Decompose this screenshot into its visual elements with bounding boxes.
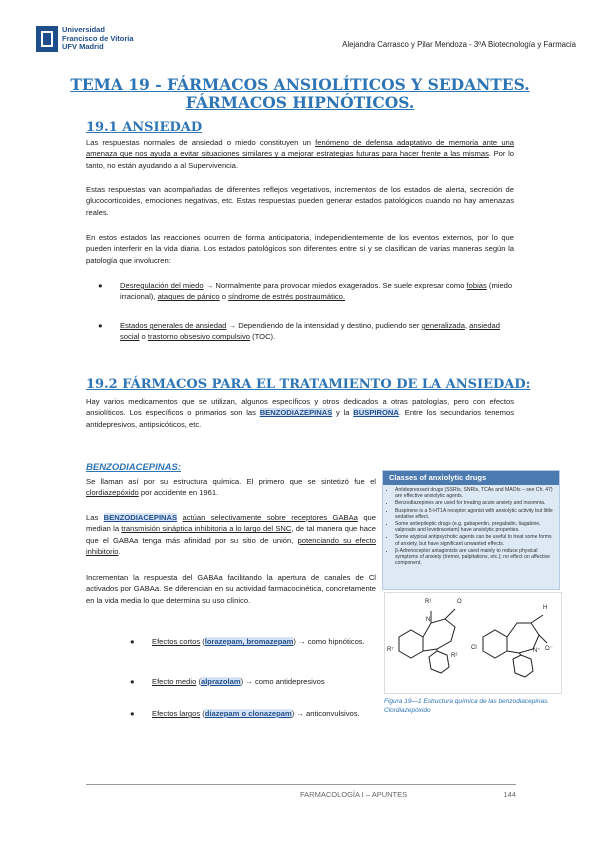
list-item — [98, 280, 514, 303]
highlight: BUSPIRONA — [353, 408, 399, 418]
text: ) → como hipnóticos. — [293, 637, 365, 646]
figure-caption: Figura 19—1 Estructura química de las benzodiacepinas. Clordiazepóxido — [384, 698, 550, 714]
text: Las — [86, 513, 104, 522]
page-title — [40, 76, 560, 112]
section-heading-farmacos: 19.2 FÁRMACOS PARA EL TRATAMIENTO DE LA ANSIEDAD: — [86, 377, 531, 392]
paragraph-benzo-origin — [86, 476, 376, 499]
text: ) → anticonvulsivos. — [291, 709, 360, 718]
highlight: alprazolam — [200, 677, 241, 686]
highlight: lorazepam, bromazepam — [204, 637, 294, 646]
box-list — [387, 487, 555, 567]
term: transmisión sináptica inhibitoria a lo largo del SNC — [121, 524, 292, 534]
logo-line: Universidad — [62, 25, 105, 34]
text: ) → como antidepresivos — [240, 677, 325, 686]
label-r2: R² — [451, 653, 458, 659]
paragraph-benzo-mechanism — [86, 512, 376, 557]
paragraph-farmacos — [86, 396, 514, 430]
bullet-icon: ● — [130, 677, 135, 686]
highlight: diazepam o clonazepam — [204, 709, 292, 718]
term: ataques de pánico — [157, 292, 220, 302]
subsection-heading: BENZODIACEPINAS: — [86, 462, 182, 473]
bullet-icon: ● — [130, 709, 135, 718]
list-item — [130, 636, 376, 647]
term: ansiedad social — [120, 321, 500, 342]
text: por accidente en 1961. — [138, 488, 219, 498]
label-o: O — [457, 599, 462, 605]
term: trastorno obsesivo compulsivo — [147, 332, 251, 342]
text: . Entre los secundarios tenemos antidepresivos, antipsicóticos, etc. — [86, 408, 514, 429]
label-cl: Cl — [471, 645, 477, 651]
box-item: • Some antiepileptic drugs (e.g. gabapentin, pregabalin, tiagabine, valproate and levetiracetam) have anxiolytic properties. — [395, 521, 555, 533]
text: y la — [332, 408, 354, 418]
bullet-icon: ● — [98, 321, 103, 330]
term: Desregulación del miedo — [120, 281, 204, 290]
term: clordiazepóxido — [86, 488, 139, 498]
footer-divider — [86, 784, 516, 785]
label-r1: R¹ — [425, 599, 432, 605]
title-line-2: FÁRMACOS HIPNÓTICOS. — [185, 93, 415, 112]
box-title: Classes of anxiolytic drugs — [383, 471, 559, 485]
list-item — [98, 320, 514, 343]
term: generalizada — [421, 321, 465, 330]
underlined-text: fenómeno de defensa adaptativo de memoria ante una amenaza que nos ayuda a evitar situaciones similares y a mejorar estrategias futuras para hacer frente a las mismas — [86, 138, 514, 159]
text: ( — [196, 677, 201, 686]
box-item: • Buspirone is a 5-HT1A receptor agonist with anxiolytic activity but little sedative effect. — [395, 508, 555, 520]
bullet-icon: ● — [98, 281, 103, 290]
box-item: • β-Adrenoceptor antagonists are used mainly to reduce physical symptoms of anxiety (tremor, palpitations, etc.); no effect on affective component. — [395, 548, 555, 567]
text: que median la — [86, 513, 376, 534]
bullet-icon: ● — [130, 637, 135, 646]
text: Las respuestas normales de ansiedad o miedo constituyen un — [86, 138, 316, 147]
text: → Normalmente para provocar miedos exagerados. Se suele expresar como — [203, 281, 467, 290]
label-nplus: N⁺ — [533, 648, 541, 654]
term: Efecto medio — [152, 677, 197, 686]
text: o — [219, 292, 229, 302]
section-heading-ansiedad: 19.1 ANSIEDAD — [86, 120, 203, 135]
logo-line: UFV Madrid — [62, 42, 104, 51]
text: o — [139, 332, 148, 342]
highlight: BENZODIACEPINAS — [103, 513, 178, 522]
label-ominus: O⁻ — [545, 646, 553, 652]
label-h: H — [543, 605, 548, 611]
text: ( — [200, 709, 205, 718]
footer-label: FARMACOLOGÍA I – APUNTES — [300, 790, 408, 799]
list-item — [130, 676, 376, 687]
term: potenciando su efecto inhibitorio — [86, 535, 376, 556]
list-item — [130, 708, 376, 719]
text: (TOC). — [250, 332, 276, 342]
paragraph-benzo-gaba: Incrementan la respuesta del GABAa facilitando la apertura de canales de Cl activados por GABAa. Se diferencian en su actividad farmacocinética, concretamente en la vida media lo que determina su uso clínico. — [86, 573, 376, 605]
term: síndrome de estrés postraumático. — [228, 292, 346, 302]
box-item: • Antidepressant drugs (SSRIs, SNRIs, TCAs and MAOIs – see Ch. 47) are effective anxiolytic agents. — [395, 487, 555, 499]
header-authors: Alejandra Carrasco y Pilar Mendoza - 3ºA Biotecnología y Farmacia — [342, 40, 576, 49]
benzodiazepine-structure-figure — [384, 592, 562, 694]
term: fobias — [466, 281, 487, 290]
chemical-structure-icon — [385, 593, 561, 693]
university-logo-icon — [36, 26, 58, 52]
label-r7: R⁷ — [387, 647, 394, 653]
text: Hay varios medicamentos que se utilizan, algunos específicos y otros dedicados a otras patologías, pero con efectos ansiolíticos. Los específicos o primarios son las — [86, 397, 514, 418]
text: → Dependiendo de la intensidad y destino, pudiendo ser — [226, 321, 422, 330]
text: , de tal manera que hace que el GABAa tenga más afinidad por su sitio de unión, — [86, 524, 376, 545]
term: Efectos largos — [152, 709, 201, 718]
term: Efectos cortos — [152, 637, 201, 646]
logo-line: Francisco de Vitoria — [62, 33, 134, 43]
box-item: • Benzodiazepines are used for treating acute anxiety and insomnia. — [395, 500, 555, 506]
page-number: 144 — [503, 790, 516, 799]
university-logo-text — [62, 26, 134, 52]
paragraph-states: En estos estados las reacciones ocurren de forma anticipatoria, independientemente de los eventos externos, por lo que pueden interferir en la vida diaria. Los estados patológicos son diferentes entre sí y se clasifican de varias maneras según la patología que involucren: — [86, 233, 514, 265]
text: . — [118, 546, 121, 556]
term: Estados generales de ansiedad — [120, 321, 227, 330]
text: , — [464, 321, 470, 330]
text: (miedo irracional), — [120, 281, 513, 302]
term: actúan selectivamente sobre receptores GABAa — [182, 513, 358, 522]
text: . Por lo tanto, no están ayudando a al Supervivencia. — [86, 149, 514, 170]
paragraph-responses: Estas respuestas van acompañadas de diferentes reflejos vegetativos, incrementos de los estados de alerta, secreción de glucocorticoides, emociones negativas, etc. Estas respuestas pueden generar estados patológicos cuando no hay amenazas reales. — [86, 185, 514, 217]
highlight: BENZODIAZEPINAS — [259, 408, 333, 418]
text: ( — [200, 637, 205, 646]
text: Se llaman así por su estructura química. El primero que se sintetizó fue el — [86, 477, 376, 486]
label-n: N — [426, 617, 431, 623]
footer — [300, 790, 516, 799]
anxiolytic-classes-box — [382, 470, 560, 590]
paragraph-intro — [86, 137, 514, 171]
box-item: • Some atypical antipsychotic agents can be useful to treat some forms of anxiety, but have significant unwanted effects. — [395, 534, 555, 546]
title-line-1: TEMA 19 - FÁRMACOS ANSIOLÍTICOS Y SEDANTES. — [70, 75, 530, 94]
